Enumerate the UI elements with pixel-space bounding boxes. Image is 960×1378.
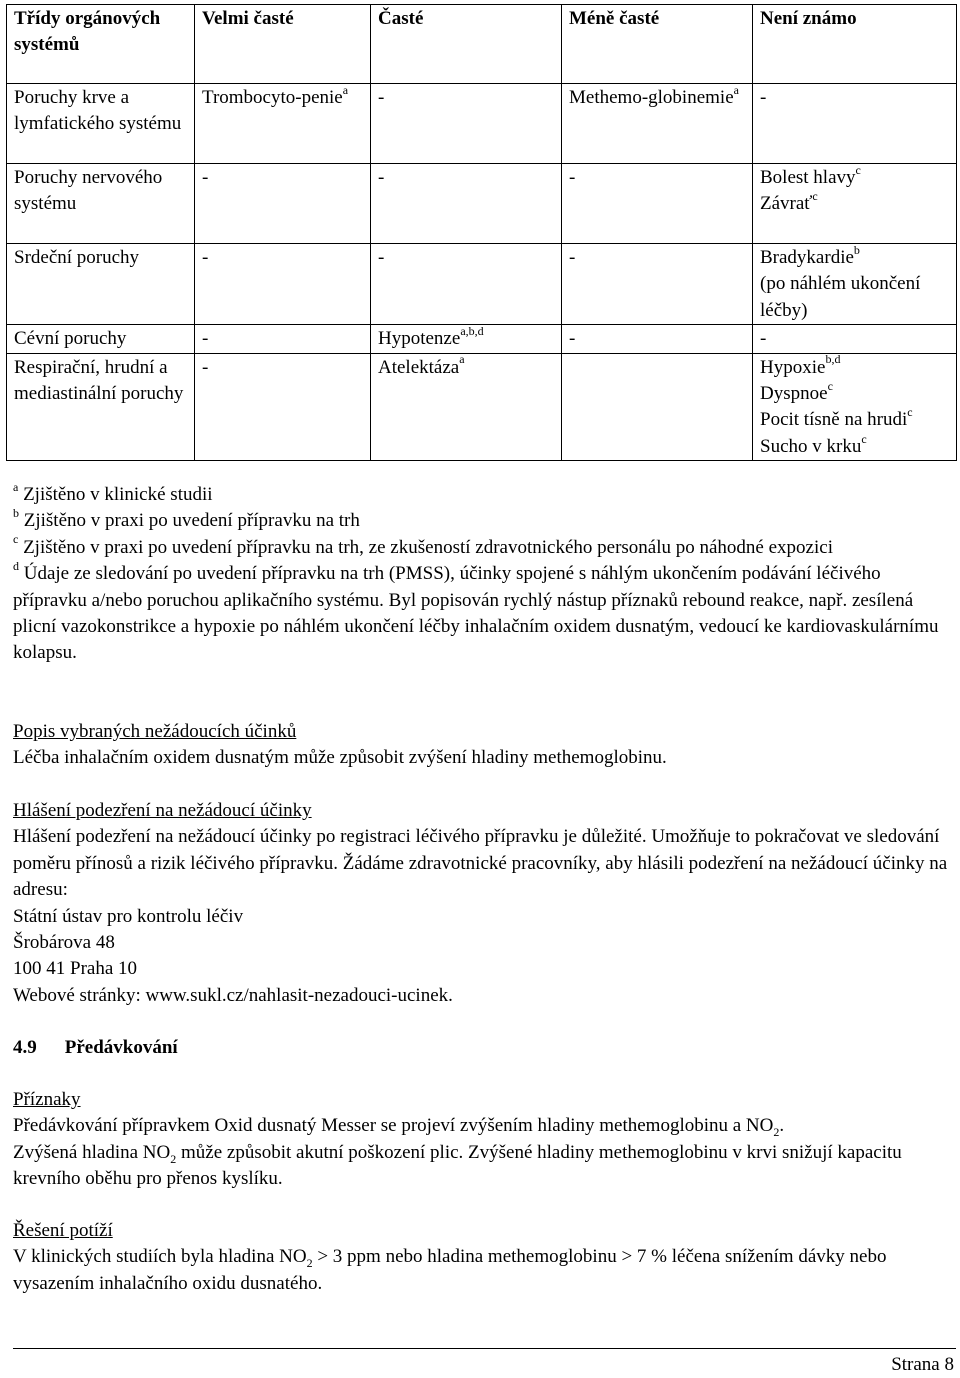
cell-common: -	[371, 164, 562, 244]
cell-soc: Poruchy krve a lymfatického systému	[7, 84, 195, 164]
header-common: Časté	[371, 5, 562, 84]
cell-soc: Respirační, hrudní a mediastinální poruchy	[7, 353, 195, 461]
cell-line: Závrať$^c$	[760, 189, 818, 215]
cell-unknown: Bradykardie$^b$ (po náhlém ukončení léčby)	[753, 244, 957, 325]
footnote: $^a$ Zjištěno v klinické studii	[13, 479, 213, 505]
cell-common: -	[371, 84, 562, 164]
cell-line: Sucho v krku$^c$	[760, 431, 867, 457]
table-row	[7, 84, 957, 164]
footnote-ref: b,d	[825, 352, 841, 367]
cell-soc: Srdeční poruchy	[7, 244, 195, 325]
paragraph: Léčba inhalačním oxidem dusnatým může způsobit zvýšení hladiny methemoglobinu.	[13, 747, 667, 769]
cell-uncommon: -	[562, 325, 753, 353]
footnote-ref: c	[812, 189, 818, 204]
footnote-mark: a	[13, 479, 19, 494]
cell-common: Hypotenze$^{a,b,d}$	[371, 325, 562, 353]
cell-uncommon	[562, 84, 753, 164]
section-heading: Řešení potíží	[13, 1220, 113, 1241]
selected-ae-section	[13, 719, 948, 772]
footnote-mark: b	[13, 506, 19, 521]
cell-line: Hypoxie$^{b,d}$	[760, 352, 841, 378]
paragraph: V klinických studiích byla hladina $NO_2 > 3$ ppm nebo hladina methemoglobinu > 7 % léčena snížením dávky nebo vysazením inhalačního oxidu dusnatého.	[13, 1246, 887, 1294]
footnote-ref: c	[907, 405, 913, 420]
paragraph: Předávkování přípravkem Oxid dusnatý Messer se projeví zvýšením hladiny methemoglobinu a $NO_2$.	[13, 1115, 785, 1140]
reporting-section	[13, 798, 948, 1009]
section-heading: Popis vybraných nežádoucích účinků	[13, 721, 297, 742]
footnote-ref: c	[827, 378, 833, 393]
management-section	[13, 1218, 948, 1297]
table-row	[7, 325, 957, 353]
cell-very-common: -	[195, 325, 371, 353]
cell-soc: Poruchy nervového systému	[7, 164, 195, 244]
header-uncommon: Méně časté	[562, 5, 753, 84]
cell-very-common: -	[195, 244, 371, 325]
header-very-common: Velmi časté	[195, 5, 371, 84]
cell-line: Dyspnoe$^c$	[760, 378, 833, 405]
cell-very-common	[195, 84, 371, 164]
address-line: 100 41 Praha 10	[13, 958, 138, 980]
footnotes	[13, 479, 948, 667]
footnote-ref: b	[853, 242, 860, 257]
footnote-ref: c	[861, 431, 867, 446]
footnote-ref: a	[342, 82, 349, 97]
cell-line: (po náhlém ukončení léčby)	[760, 273, 921, 321]
header-unknown: Není známo	[753, 5, 957, 84]
header-soc: Třídy orgánových systémů	[7, 5, 195, 84]
footnote-mark: d	[13, 558, 19, 573]
address-line: Šrobárova 48	[13, 932, 115, 954]
section-heading: Hlášení podezření na nežádoucí účinky	[13, 800, 312, 821]
cell-uncommon: -	[562, 244, 753, 325]
footnote-mark: c	[13, 532, 19, 547]
cell-unknown: -	[753, 325, 957, 353]
footnote-ref: a,b,d	[460, 323, 484, 338]
cell-text: Methemo-globinemie	[569, 87, 734, 108]
cell-unknown	[753, 353, 957, 461]
cell-text: Trombocyto-penie	[202, 87, 343, 108]
address-line: Státní ústav pro kontrolu léčiv	[13, 905, 244, 927]
footnote-ref: a	[459, 352, 465, 367]
paragraph: Zvýšená hladina $NO_2$ může způsobit akutní poškození plic. Zvýšené hladiny methemoglobinu v krvi snižují kapacitu krevního oběhu pro přenos kyslíku.	[13, 1141, 902, 1190]
page-number: Strana 8	[891, 1354, 954, 1375]
cell-uncommon: -	[562, 164, 753, 244]
footnote-ref: c	[855, 162, 861, 177]
table-row	[7, 353, 957, 461]
section-number: 4.9	[13, 1037, 37, 1058]
cell-very-common: -	[195, 164, 371, 244]
table-row	[7, 164, 957, 244]
footnote: $^c$ Zjištěno v praxi po uvedení přípravku na trh, ze zkušeností zdravotnického personálu po náhodné expozici	[13, 532, 833, 558]
section-title-row	[13, 1035, 948, 1061]
paragraph: Hlášení podezření na nežádoucí účinky po registraci léčivého přípravku je důležité. Umožňuje to pokračovat ve sledování poměru přínosů a rizik léčivého přípravku. Žádáme zdravotnické pracovníky, aby hlásili podezření na nežádoucí účinky na adresu:	[13, 826, 948, 901]
cell-common: Atelektáza$^a$	[371, 353, 562, 461]
cell-line: Pocit tísně na hrudi$^c$	[760, 405, 913, 431]
footnote: $^b$ Zjištěno v praxi po uvedení přípravku na trh	[13, 506, 360, 532]
adverse-effects-table	[6, 4, 957, 461]
table-header-row	[7, 5, 957, 84]
section-title: Předávkování	[64, 1037, 178, 1058]
cell-very-common: -	[195, 353, 371, 461]
section-heading: Příznaky	[13, 1089, 81, 1110]
cell-unknown: -	[753, 84, 957, 164]
table-row	[7, 244, 957, 325]
cell-common: -	[371, 244, 562, 325]
cell-uncommon	[562, 353, 753, 461]
cell-soc: Cévní poruchy	[7, 325, 195, 353]
cell-line: Bolest hlavy$^c$	[760, 162, 861, 188]
footnote: $^d$ Údaje ze sledování po uvedení přípravku na trh (PMSS), účinky spojené s náhlým ukončením podávání léčivého přípravku a/nebo poruchou aplikačního systému. Byl popisován rychlý nástup příznaků rebound reakce, např. zesílená plicní vazokonstrikce a hypoxie po náhlém ukončení léčby inhalačním oxidem dusnatým, vedoucí ke kardiovaskulárnímu kolapsu.	[13, 558, 939, 664]
symptoms-section	[13, 1087, 948, 1193]
address-line: Webové stránky: www.sukl.cz/nahlasit-nezadouci-ucinek.	[13, 984, 453, 1006]
footnote-ref: a	[733, 82, 739, 97]
footer-divider	[13, 1348, 956, 1349]
cell-unknown	[753, 164, 957, 244]
